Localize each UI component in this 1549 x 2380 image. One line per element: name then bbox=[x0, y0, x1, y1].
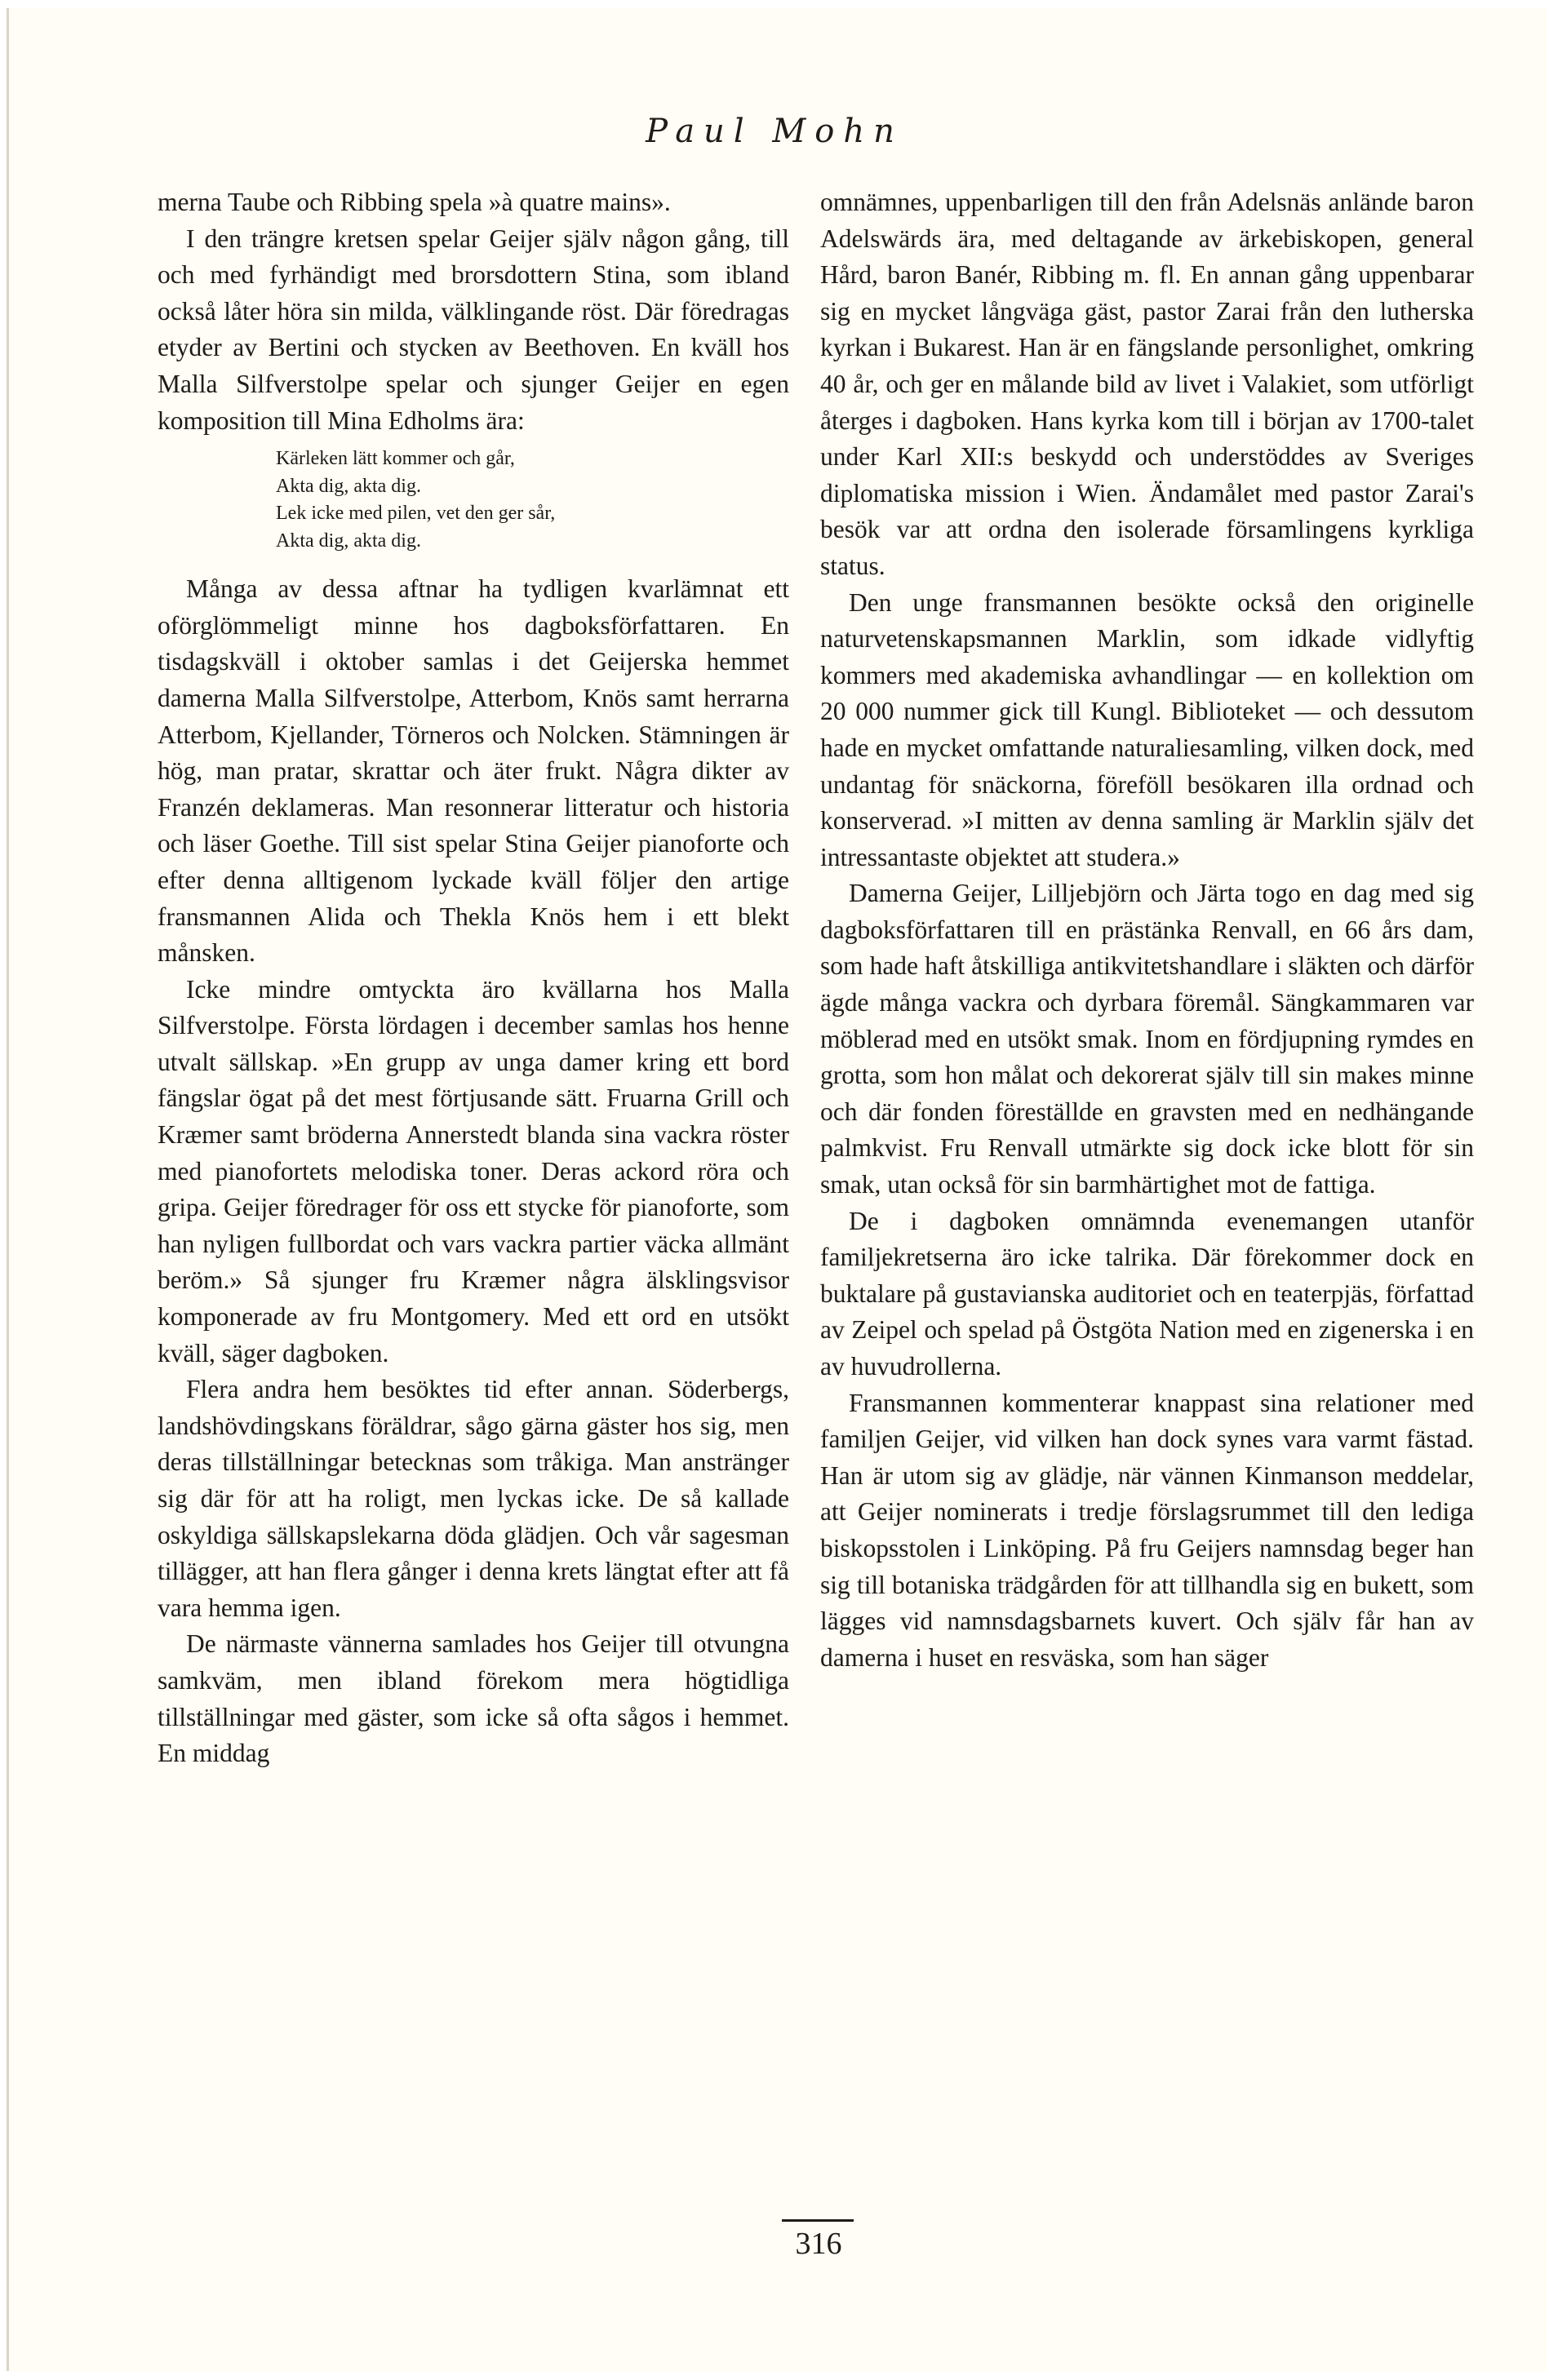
folio-rule bbox=[782, 2219, 854, 2222]
poem-line: Lek icke med pilen, vet den ger sår, bbox=[276, 503, 556, 525]
running-head: Paul Mohn bbox=[646, 113, 903, 150]
poem-line: Kärleken lätt kommer och går, bbox=[276, 448, 515, 470]
paragraph: De närmaste vännerna samlades hos Geijer till otvungna samkväm, men ibland förekom mera högtidliga tillställningar med gäster, som icke så ofta sågos i hemmet. En middag bbox=[158, 1629, 789, 1768]
page-number: 316 bbox=[795, 2227, 842, 2261]
poem-line: Akta dig, akta dig. bbox=[276, 475, 421, 497]
paragraph: Flera andra hem besöktes tid efter annan. Söderbergs, landshövdingskans föräldrar, sågo gärna gäster hos sig, men deras tillställningar betecknas som tråkiga. Man anstränger sig där för att ha roligt, men lyckas icke. De så kallade oskyldiga sällskapslekarna döda glädjen. Och vår sagesman tillägger, att han flera gånger i denna krets längtat efter att få vara hemma igen. bbox=[158, 1375, 789, 1622]
paragraph: I den trängre kretsen spelar Geijer själv någon gång, till och med fyrhändigt med brorsdottern Stina, som ibland också låter höra sin milda, välklingande röst. Där föredragas etyder av Bertini och stycken av Beethoven. En kväll hos Malla Silfverstolpe spelar och sjunger Geijer en egen komposition till Mina Edholms ära: bbox=[158, 224, 789, 435]
paragraph: Fransmannen kommenterar knappast sina relationer med familjen Geijer, vid vilken han dock synes vara varmt fästad. Han är utom sig av glädje, när vännen Kinmanson meddelar, att Geijer nominerats i tredje förslagsrummet till den lediga biskopsstolen i Linköping. På fru Geijers namnsdag beger han sig till botaniska trädgården för att tillhandla sig en bukett, som lägges vid namnsdagsbarnets kuvert. Och själv får han av damerna i huset en resväska, som han säger bbox=[820, 1388, 1474, 1672]
paragraph: Den unge fransmannen besökte också den originelle naturvetenskapsmannen Marklin, som idkade vidlyftig kommers med akademiska avhandlingar — en kollektion om 20 000 nummer gick till Kungl. Biblioteket — och dessutom hade en mycket omfattande naturaliesamling, vilken dock, med undantag för snäckorna, föreföll besökaren illa ordnad och konserverad. »I mitten av denna samling är Marklin själv det intressantaste objektet att studera.» bbox=[820, 587, 1474, 871]
paragraph: Icke mindre omtyckta äro kvällarna hos Malla Silfverstolpe. Första lördagen i december samlas hos henne utvalt sällskap. »En grupp av unga damer kring ett bord fängslar ögat på det mest förtjusande sätt. Fruarna Grill och Kræmer samt bröderna Annerstedt blanda sina vackra röster med pianofortets melodiska toner. Deras ackord röra och gripa. Geijer föredrager för oss ett stycke för pianoforte, som han nyligen fullbordat och vars vackra partier väcka allmänt beröm.» Så sjunger fru Kræmer några älsklingsvisor komponerade av fru Montgomery. Med ett ord en utsökt kväll, säger dagboken. bbox=[158, 974, 789, 1367]
poem-line: Akta dig, akta dig. bbox=[276, 530, 421, 552]
right-column bbox=[820, 184, 1474, 1676]
paragraph: Många av dessa aftnar ha tydligen kvarlämnat ett oförglömmeligt minne hos dagboksförfattaren. En tisdagskväll i oktober samlas i det Geijerska hemmet damerna Malla Silfverstolpe, Atterbom, Knös samt herrarna Atterbom, Kjellander, Törneros och Nolcken. Stämningen är hög, man pratar, skrattar och äter frukt. Några dikter av Franzén deklameras. Man resonnerar litteratur och historia och läser Goethe. Till sist spelar Stina Geijer pianoforte och efter denna alltigenom lyckade kväll följer den artige fransmannen Alida och Thekla Knös hem i ett blekt månsken. bbox=[158, 574, 789, 968]
poem-quote bbox=[276, 445, 789, 555]
left-column bbox=[158, 184, 789, 1772]
paragraph: Damerna Geijer, Lilljebjörn och Järta togo en dag med sig dagboksförfattaren till en prästänka Renvall, en 66 års dam, som hade haft åtskilliga antikvitetshandlare i släkten och därför ägde många vackra och dyrbara föremål. Sängkammaren var möblerad med en utsökt smak. Inom en fördjupning rymdes en grotta, som hon målat och dekorerat själv till sin makes minne och där fonden föreställde en gravsten med en nedhängande palmkvist. Fru Renvall utmärkte sig dock icke blott för sin smak, utan också för sin barmhärtighet mot de fattiga. bbox=[820, 879, 1474, 1199]
paragraph: merna Taube och Ribbing spela »à quatre mains». bbox=[158, 188, 671, 216]
paragraph: omnämnes, uppenbarligen till den från Adelsnäs anlände baron Adelswärds ära, med deltagande av ärkebiskopen, general Hård, baron Banér, Ribbing m. fl. En annan gång uppenbarar sig en mycket långväga gäst, pastor Zarai från den lutherska kyrkan i Bukarest. Han är en fängslande personlighet, omkring 40 år, och ger en målande bild av livet i Valakiet, som utförligt återges i dagboken. Hans kyrka kom till i början av 1700-talet under Karl XII:s beskydd och understöddes av Sveriges diplomatiska mission i Wien. Ändamålet med pastor Zarai's besök var att ordna den isolerade församlingens kyrkliga status. bbox=[820, 188, 1474, 580]
paragraph: De i dagboken omnämnda evenemangen utanför familjekretserna äro icke talrika. Där förekommer dock en buktalare på gustavianska auditoriet och en teaterpjäs, författad av Zeipel och spelad på Östgöta Nation med en zigenerska i en av huvudrollerna. bbox=[820, 1206, 1474, 1381]
